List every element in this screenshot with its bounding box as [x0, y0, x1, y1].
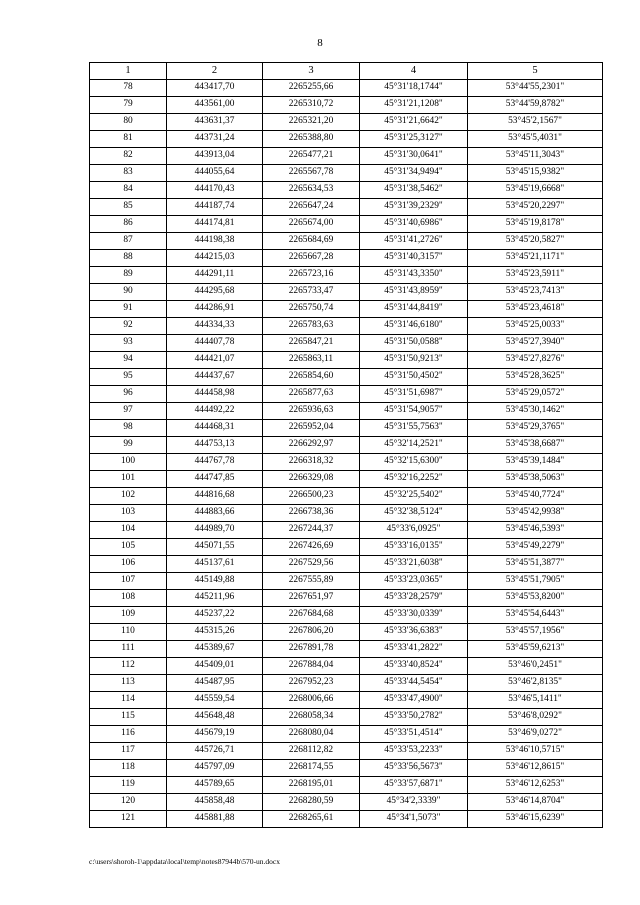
y-coordinate-cell: 2266292,97 [263, 437, 360, 454]
column-header-5: 5 [468, 63, 603, 80]
table-row [90, 607, 603, 624]
latitude-cell: 45°31'39,2329" [360, 199, 468, 216]
y-coordinate-cell: 2267651,97 [263, 590, 360, 607]
latitude-cell: 45°31'54,9057" [360, 403, 468, 420]
longitude-cell: 53°45'2,1567" [468, 114, 603, 131]
y-coordinate-cell: 2266318,32 [263, 454, 360, 471]
longitude-cell: 53°45'29,0572" [468, 386, 603, 403]
y-coordinate-cell: 2265863,11 [263, 352, 360, 369]
latitude-cell: 45°33'41,2822" [360, 641, 468, 658]
x-coordinate-cell: 445726,71 [167, 743, 263, 760]
point-number-cell: 109 [90, 607, 167, 624]
latitude-cell: 45°31'44,8419" [360, 301, 468, 318]
y-coordinate-cell: 2265854,60 [263, 369, 360, 386]
latitude-cell: 45°33'47,4900" [360, 692, 468, 709]
longitude-cell: 53°46'12,6253" [468, 777, 603, 794]
latitude-cell: 45°31'25,3127" [360, 131, 468, 148]
point-number-cell: 86 [90, 216, 167, 233]
y-coordinate-cell: 2268006,66 [263, 692, 360, 709]
latitude-cell: 45°33'16,0135" [360, 539, 468, 556]
x-coordinate-cell: 444174,81 [167, 216, 263, 233]
table-row [90, 114, 603, 131]
longitude-cell: 53°45'20,5827" [468, 233, 603, 250]
longitude-cell: 53°45'39,1484" [468, 454, 603, 471]
table-row [90, 624, 603, 641]
x-coordinate-cell: 444187,74 [167, 199, 263, 216]
x-coordinate-cell: 445679,19 [167, 726, 263, 743]
longitude-cell: 53°46'10,5715" [468, 743, 603, 760]
latitude-cell: 45°31'30,0641" [360, 148, 468, 165]
longitude-cell: 53°45'30,1462" [468, 403, 603, 420]
latitude-cell: 45°33'50,2782" [360, 709, 468, 726]
table-row [90, 233, 603, 250]
point-number-cell: 81 [90, 131, 167, 148]
x-coordinate-cell: 444055,64 [167, 165, 263, 182]
longitude-cell: 53°46'8,0292" [468, 709, 603, 726]
longitude-cell: 53°45'15,9382" [468, 165, 603, 182]
point-number-cell: 118 [90, 760, 167, 777]
point-number-cell: 83 [90, 165, 167, 182]
point-number-cell: 92 [90, 318, 167, 335]
y-coordinate-cell: 2267684,68 [263, 607, 360, 624]
latitude-cell: 45°31'40,3157" [360, 250, 468, 267]
y-coordinate-cell: 2265647,24 [263, 199, 360, 216]
latitude-cell: 45°32'25,5402" [360, 488, 468, 505]
longitude-cell: 53°45'51,3877" [468, 556, 603, 573]
latitude-cell: 45°33'36,6383" [360, 624, 468, 641]
longitude-cell: 53°45'19,6668" [468, 182, 603, 199]
table-row [90, 590, 603, 607]
table-row [90, 131, 603, 148]
table-row [90, 488, 603, 505]
point-number-cell: 82 [90, 148, 167, 165]
point-number-cell: 112 [90, 658, 167, 675]
x-coordinate-cell: 445797,09 [167, 760, 263, 777]
x-coordinate-cell: 445315,26 [167, 624, 263, 641]
table-row [90, 301, 603, 318]
x-coordinate-cell: 445559,54 [167, 692, 263, 709]
y-coordinate-cell: 2267529,56 [263, 556, 360, 573]
point-number-cell: 104 [90, 522, 167, 539]
table-row [90, 709, 603, 726]
x-coordinate-cell: 444767,78 [167, 454, 263, 471]
y-coordinate-cell: 2267806,20 [263, 624, 360, 641]
longitude-cell: 53°45'23,7413" [468, 284, 603, 301]
point-number-cell: 108 [90, 590, 167, 607]
longitude-cell: 53°45'28,3625" [468, 369, 603, 386]
longitude-cell: 53°45'23,4618" [468, 301, 603, 318]
table-row [90, 726, 603, 743]
latitude-cell: 45°31'34,9494" [360, 165, 468, 182]
y-coordinate-cell: 2267555,89 [263, 573, 360, 590]
x-coordinate-cell: 445409,01 [167, 658, 263, 675]
latitude-cell: 45°31'21,1208" [360, 97, 468, 114]
latitude-cell: 45°31'50,9213" [360, 352, 468, 369]
longitude-cell: 53°45'42,9938" [468, 505, 603, 522]
x-coordinate-cell: 444492,22 [167, 403, 263, 420]
table-row [90, 318, 603, 335]
x-coordinate-cell: 444883,66 [167, 505, 263, 522]
table-row [90, 471, 603, 488]
y-coordinate-cell: 2265723,16 [263, 267, 360, 284]
x-coordinate-cell: 444753,13 [167, 437, 263, 454]
longitude-cell: 53°45'46,5393" [468, 522, 603, 539]
table-row [90, 743, 603, 760]
longitude-cell: 53°45'54,6443" [468, 607, 603, 624]
longitude-cell: 53°45'40,7724" [468, 488, 603, 505]
column-header-3: 3 [263, 63, 360, 80]
y-coordinate-cell: 2265936,63 [263, 403, 360, 420]
y-coordinate-cell: 2267891,78 [263, 641, 360, 658]
page-number: 8 [317, 37, 323, 49]
point-number-cell: 89 [90, 267, 167, 284]
longitude-cell: 53°45'53,8200" [468, 590, 603, 607]
latitude-cell: 45°33'51,4514" [360, 726, 468, 743]
x-coordinate-cell: 443913,04 [167, 148, 263, 165]
table-row [90, 539, 603, 556]
table-header-row [90, 63, 603, 80]
y-coordinate-cell: 2268112,82 [263, 743, 360, 760]
table-row [90, 250, 603, 267]
longitude-cell: 53°45'21,1171" [468, 250, 603, 267]
x-coordinate-cell: 445789,65 [167, 777, 263, 794]
latitude-cell: 45°31'46,6180" [360, 318, 468, 335]
x-coordinate-cell: 444334,33 [167, 318, 263, 335]
table-row [90, 97, 603, 114]
y-coordinate-cell: 2265388,80 [263, 131, 360, 148]
latitude-cell: 45°34'1,5073" [360, 811, 468, 828]
longitude-cell: 53°45'38,6687" [468, 437, 603, 454]
y-coordinate-cell: 2267426,69 [263, 539, 360, 556]
y-coordinate-cell: 2267884,04 [263, 658, 360, 675]
x-coordinate-cell: 445071,55 [167, 539, 263, 556]
column-header-1: 1 [90, 63, 167, 80]
x-coordinate-cell: 445648,48 [167, 709, 263, 726]
x-coordinate-cell: 444421,07 [167, 352, 263, 369]
y-coordinate-cell: 2267952,23 [263, 675, 360, 692]
table-row [90, 284, 603, 301]
point-number-cell: 101 [90, 471, 167, 488]
y-coordinate-cell: 2268174,55 [263, 760, 360, 777]
x-coordinate-cell: 445137,61 [167, 556, 263, 573]
point-number-cell: 79 [90, 97, 167, 114]
point-number-cell: 95 [90, 369, 167, 386]
point-number-cell: 88 [90, 250, 167, 267]
column-header-4: 4 [360, 63, 468, 80]
point-number-cell: 107 [90, 573, 167, 590]
longitude-cell: 53°44'55,2301" [468, 80, 603, 97]
y-coordinate-cell: 2265667,28 [263, 250, 360, 267]
table-row [90, 556, 603, 573]
y-coordinate-cell: 2268195,01 [263, 777, 360, 794]
x-coordinate-cell: 443561,00 [167, 97, 263, 114]
point-number-cell: 106 [90, 556, 167, 573]
y-coordinate-cell: 2265877,63 [263, 386, 360, 403]
coordinates-table-body [90, 63, 603, 828]
latitude-cell: 45°31'41,2726" [360, 233, 468, 250]
point-number-cell: 105 [90, 539, 167, 556]
point-number-cell: 116 [90, 726, 167, 743]
y-coordinate-cell: 2265952,04 [263, 420, 360, 437]
point-number-cell: 117 [90, 743, 167, 760]
latitude-cell: 45°34'2,3339" [360, 794, 468, 811]
coordinates-table [89, 62, 603, 828]
point-number-cell: 119 [90, 777, 167, 794]
latitude-cell: 45°33'53,2233" [360, 743, 468, 760]
x-coordinate-cell: 444198,38 [167, 233, 263, 250]
x-coordinate-cell: 444286,91 [167, 301, 263, 318]
x-coordinate-cell: 445237,22 [167, 607, 263, 624]
point-number-cell: 97 [90, 403, 167, 420]
y-coordinate-cell: 2265321,20 [263, 114, 360, 131]
latitude-cell: 45°33'40,8524" [360, 658, 468, 675]
latitude-cell: 45°31'43,8959" [360, 284, 468, 301]
latitude-cell: 45°33'56,5673" [360, 760, 468, 777]
longitude-cell: 53°45'51,7905" [468, 573, 603, 590]
longitude-cell: 53°45'38,5063" [468, 471, 603, 488]
longitude-cell: 53°45'57,1956" [468, 624, 603, 641]
point-number-cell: 111 [90, 641, 167, 658]
y-coordinate-cell: 2265783,63 [263, 318, 360, 335]
latitude-cell: 45°33'21,6038" [360, 556, 468, 573]
latitude-cell: 45°31'38,5462" [360, 182, 468, 199]
latitude-cell: 45°31'21,6642" [360, 114, 468, 131]
x-coordinate-cell: 445858,48 [167, 794, 263, 811]
y-coordinate-cell: 2266500,23 [263, 488, 360, 505]
point-number-cell: 85 [90, 199, 167, 216]
table-row [90, 148, 603, 165]
x-coordinate-cell: 445881,88 [167, 811, 263, 828]
x-coordinate-cell: 444407,78 [167, 335, 263, 352]
table-row [90, 386, 603, 403]
point-number-cell: 99 [90, 437, 167, 454]
point-number-cell: 84 [90, 182, 167, 199]
table-row [90, 522, 603, 539]
latitude-cell: 45°31'50,4502" [360, 369, 468, 386]
point-number-cell: 94 [90, 352, 167, 369]
x-coordinate-cell: 444458,98 [167, 386, 263, 403]
x-coordinate-cell: 445211,96 [167, 590, 263, 607]
latitude-cell: 45°31'40,6986" [360, 216, 468, 233]
longitude-cell: 53°45'20,2297" [468, 199, 603, 216]
table-row [90, 216, 603, 233]
point-number-cell: 98 [90, 420, 167, 437]
latitude-cell: 45°31'51,6987" [360, 386, 468, 403]
y-coordinate-cell: 2265847,21 [263, 335, 360, 352]
point-number-cell: 115 [90, 709, 167, 726]
longitude-cell: 53°45'19,8178" [468, 216, 603, 233]
x-coordinate-cell: 444816,68 [167, 488, 263, 505]
table-row [90, 454, 603, 471]
table-row [90, 267, 603, 284]
x-coordinate-cell: 444437,67 [167, 369, 263, 386]
y-coordinate-cell: 2265310,72 [263, 97, 360, 114]
latitude-cell: 45°33'44,5454" [360, 675, 468, 692]
latitude-cell: 45°33'6,0925" [360, 522, 468, 539]
table-row [90, 437, 603, 454]
longitude-cell: 53°45'29,3765" [468, 420, 603, 437]
y-coordinate-cell: 2265255,66 [263, 80, 360, 97]
latitude-cell: 45°32'16,2252" [360, 471, 468, 488]
y-coordinate-cell: 2265733,47 [263, 284, 360, 301]
point-number-cell: 91 [90, 301, 167, 318]
table-row [90, 182, 603, 199]
x-coordinate-cell: 444170,43 [167, 182, 263, 199]
point-number-cell: 114 [90, 692, 167, 709]
table-row [90, 369, 603, 386]
latitude-cell: 45°31'18,1744" [360, 80, 468, 97]
longitude-cell: 53°45'49,2279" [468, 539, 603, 556]
longitude-cell: 53°45'27,8276" [468, 352, 603, 369]
latitude-cell: 45°33'28,2579" [360, 590, 468, 607]
longitude-cell: 53°46'14,8704" [468, 794, 603, 811]
point-number-cell: 100 [90, 454, 167, 471]
point-number-cell: 103 [90, 505, 167, 522]
y-coordinate-cell: 2266738,36 [263, 505, 360, 522]
longitude-cell: 53°46'0,2451" [468, 658, 603, 675]
x-coordinate-cell: 444747,85 [167, 471, 263, 488]
x-coordinate-cell: 443417,70 [167, 80, 263, 97]
y-coordinate-cell: 2268058,34 [263, 709, 360, 726]
table-row [90, 794, 603, 811]
point-number-cell: 93 [90, 335, 167, 352]
point-number-cell: 80 [90, 114, 167, 131]
point-number-cell: 120 [90, 794, 167, 811]
longitude-cell: 53°46'15,6239" [468, 811, 603, 828]
table-row [90, 80, 603, 97]
table-row [90, 505, 603, 522]
table-row [90, 692, 603, 709]
x-coordinate-cell: 443631,37 [167, 114, 263, 131]
point-number-cell: 87 [90, 233, 167, 250]
x-coordinate-cell: 444291,11 [167, 267, 263, 284]
longitude-cell: 53°45'27,3940" [468, 335, 603, 352]
longitude-cell: 53°45'5,4031" [468, 131, 603, 148]
x-coordinate-cell: 443731,24 [167, 131, 263, 148]
x-coordinate-cell: 445149,88 [167, 573, 263, 590]
latitude-cell: 45°33'23,0365" [360, 573, 468, 590]
point-number-cell: 110 [90, 624, 167, 641]
latitude-cell: 45°32'38,5124" [360, 505, 468, 522]
table-row [90, 335, 603, 352]
longitude-cell: 53°45'59,6213" [468, 641, 603, 658]
point-number-cell: 102 [90, 488, 167, 505]
longitude-cell: 53°46'2,8135" [468, 675, 603, 692]
longitude-cell: 53°46'5,1411" [468, 692, 603, 709]
y-coordinate-cell: 2265634,53 [263, 182, 360, 199]
y-coordinate-cell: 2265750,74 [263, 301, 360, 318]
x-coordinate-cell: 445487,95 [167, 675, 263, 692]
point-number-cell: 90 [90, 284, 167, 301]
y-coordinate-cell: 2267244,37 [263, 522, 360, 539]
y-coordinate-cell: 2268265,61 [263, 811, 360, 828]
latitude-cell: 45°33'57,6871" [360, 777, 468, 794]
table-row [90, 811, 603, 828]
y-coordinate-cell: 2268280,59 [263, 794, 360, 811]
table-row [90, 199, 603, 216]
point-number-cell: 96 [90, 386, 167, 403]
table-row [90, 352, 603, 369]
longitude-cell: 53°46'12,8615" [468, 760, 603, 777]
y-coordinate-cell: 2265477,21 [263, 148, 360, 165]
x-coordinate-cell: 444468,31 [167, 420, 263, 437]
table-row [90, 760, 603, 777]
latitude-cell: 45°31'55,7563" [360, 420, 468, 437]
x-coordinate-cell: 444215,03 [167, 250, 263, 267]
y-coordinate-cell: 2265567,78 [263, 165, 360, 182]
footer-file-path: c:\users\shoroh-1\appdata\local\temp\notes87944b\570-un.docx [89, 857, 281, 866]
longitude-cell: 53°44'59,8782" [468, 97, 603, 114]
latitude-cell: 45°31'43,3350" [360, 267, 468, 284]
y-coordinate-cell: 2265684,69 [263, 233, 360, 250]
table-row [90, 777, 603, 794]
table-row [90, 675, 603, 692]
y-coordinate-cell: 2268080,04 [263, 726, 360, 743]
longitude-cell: 53°46'9,0272" [468, 726, 603, 743]
latitude-cell: 45°32'15,6300" [360, 454, 468, 471]
y-coordinate-cell: 2265674,00 [263, 216, 360, 233]
point-number-cell: 121 [90, 811, 167, 828]
longitude-cell: 53°45'25,0033" [468, 318, 603, 335]
x-coordinate-cell: 444989,70 [167, 522, 263, 539]
x-coordinate-cell: 445389,67 [167, 641, 263, 658]
table-row [90, 573, 603, 590]
y-coordinate-cell: 2266329,08 [263, 471, 360, 488]
point-number-cell: 113 [90, 675, 167, 692]
table-row [90, 403, 603, 420]
longitude-cell: 53°45'11,3043" [468, 148, 603, 165]
column-header-2: 2 [167, 63, 263, 80]
table-row [90, 420, 603, 437]
latitude-cell: 45°33'30,0339" [360, 607, 468, 624]
longitude-cell: 53°45'23,5911" [468, 267, 603, 284]
latitude-cell: 45°31'50,0588" [360, 335, 468, 352]
x-coordinate-cell: 444295,68 [167, 284, 263, 301]
table-row [90, 165, 603, 182]
table-row [90, 641, 603, 658]
table-row [90, 658, 603, 675]
point-number-cell: 78 [90, 80, 167, 97]
latitude-cell: 45°32'14,2521" [360, 437, 468, 454]
